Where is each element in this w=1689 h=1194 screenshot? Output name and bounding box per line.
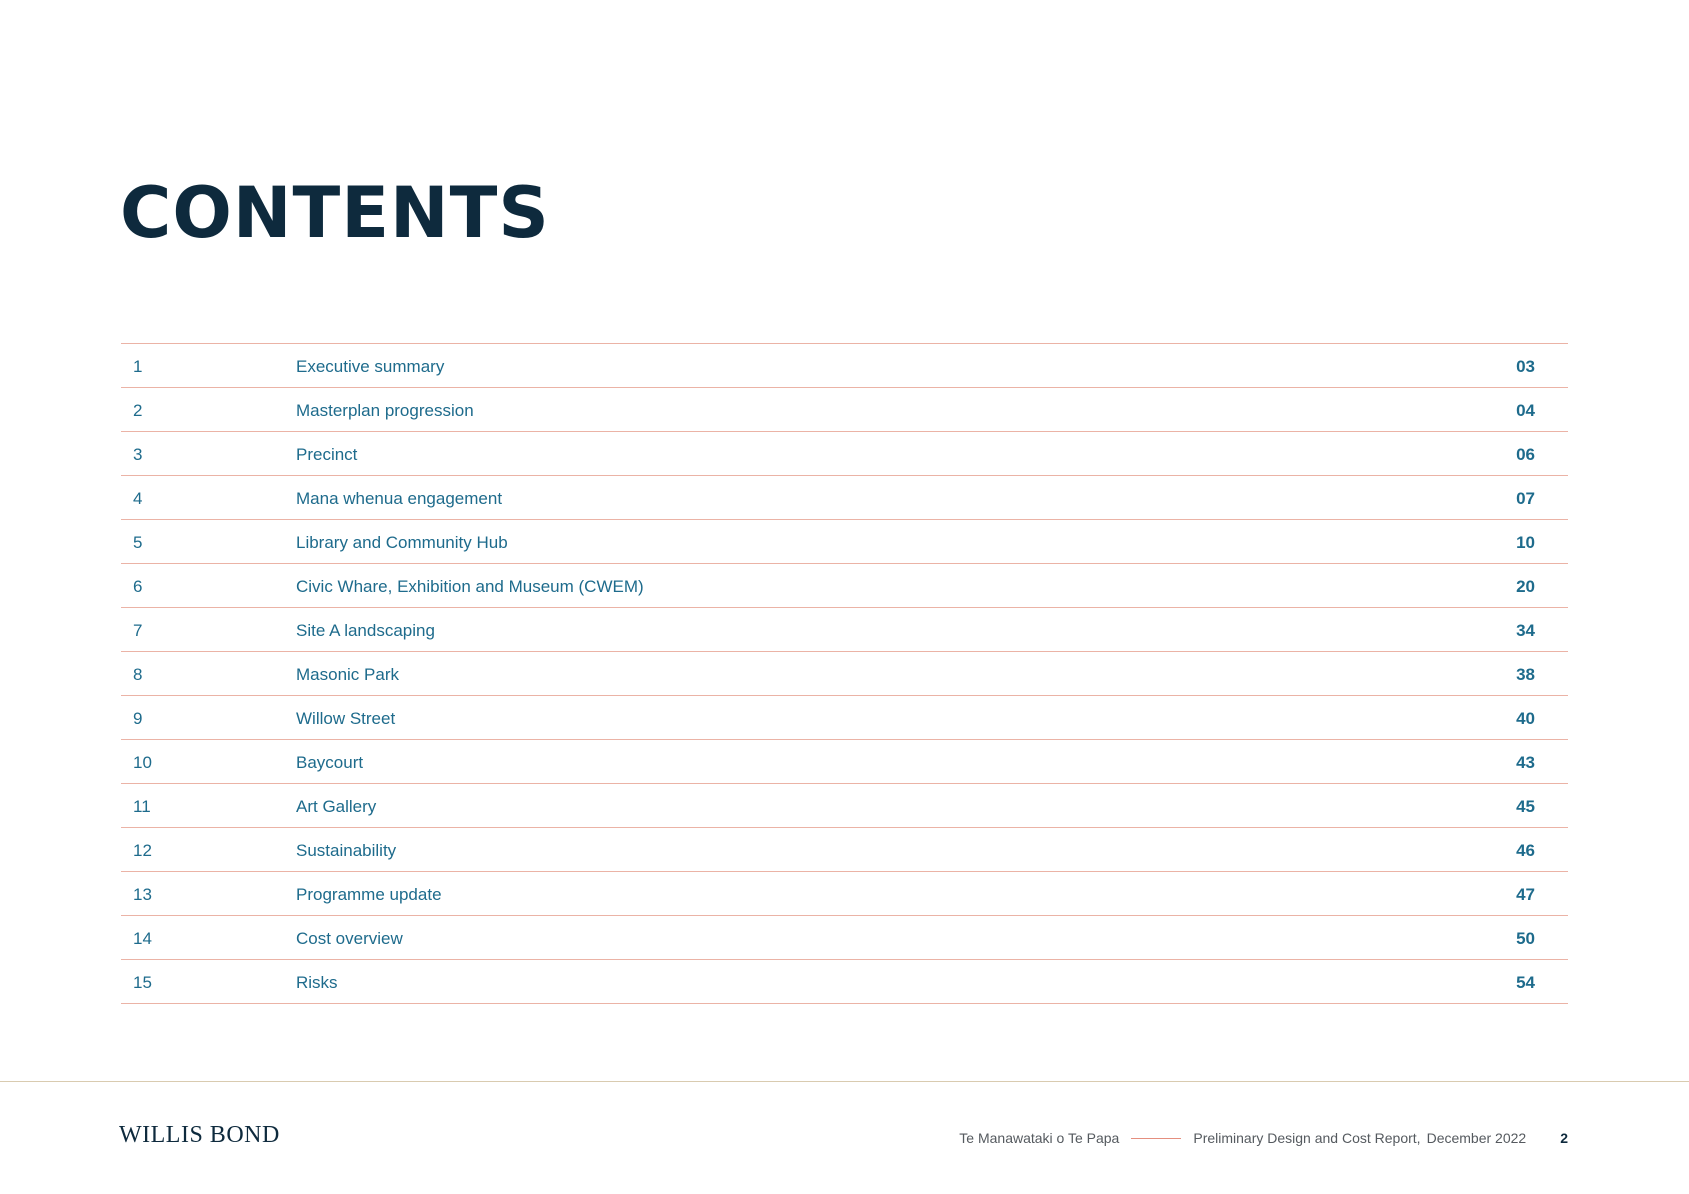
toc-section-title[interactable]: Art Gallery (296, 797, 377, 816)
toc-section-number: 8 (133, 665, 143, 684)
toc-page-number: 20 (1516, 577, 1535, 596)
toc-row[interactable] (121, 388, 1568, 432)
toc-section-number: 7 (133, 621, 143, 640)
toc-section-number: 2 (133, 401, 143, 420)
toc-section-number: 4 (133, 489, 143, 508)
toc-section-title[interactable]: Library and Community Hub (296, 533, 508, 552)
toc-row[interactable] (121, 740, 1568, 784)
toc-section-number: 6 (133, 577, 143, 596)
toc-row[interactable] (121, 344, 1568, 388)
toc-page-number: 34 (1516, 621, 1535, 640)
toc-section-title[interactable]: Masterplan progression (296, 401, 474, 420)
toc-row[interactable] (121, 432, 1568, 476)
toc-section-title[interactable]: Risks (296, 973, 338, 992)
footer-divider (0, 1081, 1689, 1082)
toc-section-number: 14 (133, 929, 152, 948)
toc-section-number: 12 (133, 841, 152, 860)
toc-section-title[interactable]: Masonic Park (296, 665, 399, 684)
toc-row[interactable] (121, 828, 1568, 872)
toc-section-number: 15 (133, 973, 152, 992)
toc-row[interactable] (121, 520, 1568, 564)
toc-section-number: 9 (133, 709, 143, 728)
toc-section-title[interactable]: Civic Whare, Exhibition and Museum (CWEM) (296, 577, 644, 596)
footer-info (959, 1130, 1568, 1146)
toc-page-number: 10 (1516, 533, 1535, 552)
toc-section-title[interactable]: Executive summary (296, 357, 445, 376)
toc-section-number: 1 (133, 357, 143, 376)
toc-page-number: 50 (1516, 929, 1535, 948)
toc-page-number: 07 (1516, 489, 1535, 508)
footer-dash (1131, 1138, 1181, 1139)
toc-page-number: 06 (1516, 445, 1535, 464)
toc-section-title[interactable]: Programme update (296, 885, 442, 904)
toc-section-title[interactable]: Sustainability (296, 841, 397, 860)
toc-page-number: 54 (1516, 973, 1535, 992)
toc-page-number: 04 (1516, 401, 1535, 420)
report-date: December 2022 (1426, 1130, 1527, 1146)
toc-page-number: 43 (1516, 753, 1535, 772)
toc-row[interactable] (121, 652, 1568, 696)
toc-page-number: 47 (1516, 885, 1535, 904)
toc-section-number: 5 (133, 533, 143, 552)
willis-bond-logo: WILLIS BOND (119, 1122, 280, 1148)
toc-page-number: 38 (1516, 665, 1535, 684)
toc-section-title[interactable]: Willow Street (296, 709, 396, 728)
toc-section-title[interactable]: Baycourt (296, 753, 364, 772)
toc-page-number: 03 (1516, 357, 1535, 376)
toc-section-title[interactable]: Site A landscaping (296, 621, 435, 640)
toc-row[interactable] (121, 696, 1568, 740)
project-name: Te Manawataki o Te Papa (959, 1130, 1120, 1146)
toc-row[interactable] (121, 872, 1568, 916)
report-name: Preliminary Design and Cost Report, (1193, 1130, 1421, 1146)
page-title: CONTENTS (120, 172, 550, 254)
table-of-contents (121, 343, 1568, 1004)
toc-row[interactable] (121, 608, 1568, 652)
toc-section-title[interactable]: Cost overview (296, 929, 403, 948)
toc-row[interactable] (121, 564, 1568, 608)
toc-section-number: 3 (133, 445, 143, 464)
toc-page-number: 45 (1516, 797, 1535, 816)
toc-page-number: 46 (1516, 841, 1535, 860)
toc-section-title[interactable]: Precinct (296, 445, 358, 464)
toc-section-number: 10 (133, 753, 152, 772)
toc-section-number: 13 (133, 885, 152, 904)
toc-section-number: 11 (133, 797, 151, 816)
page-number: 2 (1560, 1130, 1568, 1146)
toc-row[interactable] (121, 784, 1568, 828)
toc-section-title[interactable]: Mana whenua engagement (296, 489, 503, 508)
toc-row[interactable] (121, 960, 1568, 1004)
toc-row[interactable] (121, 476, 1568, 520)
toc-row[interactable] (121, 916, 1568, 960)
toc-page-number: 40 (1516, 709, 1535, 728)
